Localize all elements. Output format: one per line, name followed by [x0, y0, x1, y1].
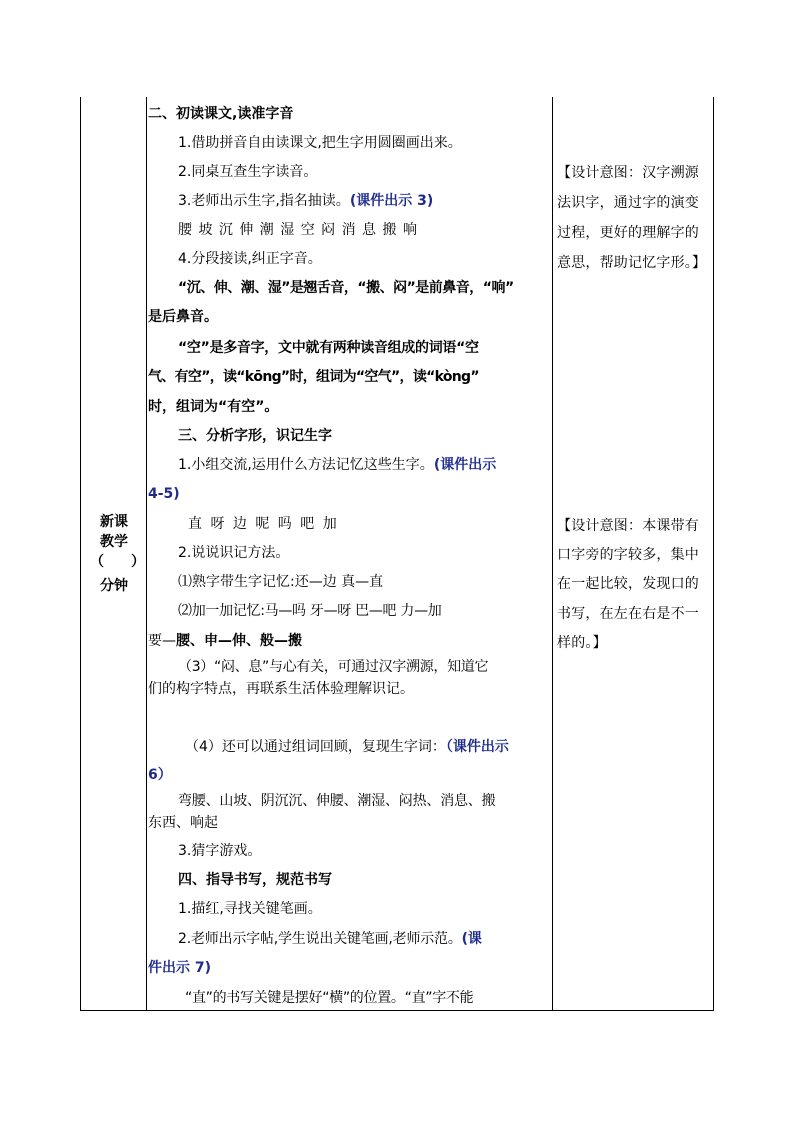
- courseware-ref: （课件出示: [445, 739, 509, 755]
- content-line: 弯腰、山坡、阴沉沉、伸腰、潮湿、闷热、消息、搬: [178, 793, 496, 809]
- courseware-ref: (课件出示: [433, 457, 497, 473]
- heading-section-4: 四、指导书写，规范书写: [178, 872, 332, 888]
- content-line: 东西、响起: [148, 815, 218, 831]
- table-border-left: [80, 97, 81, 1011]
- courseware-ref: 4-5): [148, 486, 180, 502]
- content-line: 4.分段接读,纠正字音。: [178, 251, 322, 267]
- courseware-ref: 6）: [148, 767, 172, 783]
- label-line-1: 新课: [100, 514, 128, 530]
- table-border-label: [146, 97, 147, 1011]
- content-line: （4）还可以通过组词回顾，复现生字词：（课件出示: [185, 739, 509, 755]
- heading-section-3: 三、分析字形，识记生字: [178, 428, 332, 444]
- content-line: “空”是多音字，文中就有两种读音组成的词语“空: [178, 340, 479, 356]
- content-line: 们的构字特点，再联系生活体验理解识记。: [148, 681, 414, 697]
- table-border-content: [552, 97, 553, 1011]
- character-list: 腰 坡 沉 伸 潮 湿 空 闷 消 息 搬 响: [178, 222, 418, 238]
- content-line: 气、有空”，读“kōng”时，组词为“空气”，读“kòng”: [148, 369, 479, 385]
- courseware-ref: 件出示 7): [148, 960, 212, 976]
- content-line: 是后鼻音。: [148, 309, 218, 325]
- content-line: 3.老师出示生字,指名抽读。(课件出示 3): [178, 193, 434, 209]
- label-paren-open: （: [90, 554, 104, 570]
- label-minutes: 分钟: [100, 578, 128, 594]
- content-line: 2.说说识记方法。: [178, 545, 290, 561]
- table-border-right: [713, 97, 714, 1011]
- content-line: （3）“闷、息”与心有关，可通过汉字溯源，知道它: [178, 659, 489, 675]
- content-line: 3.猜字游戏。: [178, 843, 262, 859]
- label-line-2: 教学: [100, 534, 128, 550]
- courseware-ref: (课件出示 3): [349, 193, 434, 209]
- section-label: [82, 512, 146, 552]
- content-line: ⑵加一加记忆:马—吗 牙—呀 巴—吧 力—加: [178, 603, 442, 619]
- label-paren-close: ）: [131, 554, 145, 570]
- content-line: “直”的书写关键是摆好“横”的位置。“直”字不能: [185, 990, 474, 1006]
- table-border-bottom: [80, 1010, 714, 1011]
- content-line: 1.描红,寻找关键笔画。: [178, 901, 322, 917]
- courseware-ref: (课: [461, 931, 482, 947]
- character-list: 直 呀 边 呢 吗 吧 加: [188, 516, 339, 532]
- content-line: 2.同桌互查生字读音。: [178, 164, 318, 180]
- content-line: 1.借助拼音自由读课文,把生字用圆圈画出来。: [178, 135, 462, 151]
- content-line: “沉、伸、潮、湿”是翘舌音，“搬、闷”是前鼻音，“响”: [178, 280, 514, 296]
- content-line: 要—腰、申—伸、般—搬: [148, 633, 302, 649]
- heading-section-2: 二、初读课文,读准字音: [148, 106, 294, 122]
- content-line: ⑴熟字带生字记忆:还—边 真—直: [178, 574, 384, 590]
- content-line: 时，组词为“有空”。: [148, 399, 279, 415]
- content-line: 2.老师出示字帖,学生说出关键笔画,老师示范。(课: [178, 931, 482, 947]
- document-page: 新课 教学 （ ） 分钟 二、初读课文,读准字音 1.借助拼音自由读课文,把生字用圆圈画出来。 2.同桌互查生字读音。 3.老师出示生字,指名抽读。(课件出示 3) 腰 坡 沉 伸 潮 湿 空 闷 消 息 搬 响 4.分段接读,纠正字音。 “沉、伸、潮、湿”是翘舌音，“搬、闷”是前鼻音，“响” 是后鼻音。 “空”是多音字，文中就有两种读音组成的词语“空 气、有空”，读“kōng”时，组词为“空气”，读“kòng” 时，组词为“有空”。 三、分析字形，识记生字 1.小组交流,运用什么方法记忆这些生字。(课件出示 4-5) 直 呀 边 呢 吗 吧 加 2.说说识记方法。 ⑴熟字带生字记忆:还—边 真—直 ⑵加一加记忆:马—吗 牙—呀 巴—吧 力—加 要—腰、申—伸、般—搬 （3）“闷、息”与心有关，可通过汉字溯源，知道它 们的构字特点，再联系生活体验理解识记。 （4）还可以通过组词回顾，复现生字词：（课件出示 6） 弯腰、山坡、阴沉沉、伸腰、潮湿、闷热、消息、搬 东西、响起 3.猜字游戏。 四、指导书写，规范书写 1.描红,寻找关键笔画。 2.老师出示字帖,学生说出关键笔画,老师示范。(课 件出示 7) “直”的书写关键是摆好“横”的位置。“直”字不能 【设计意图：汉字溯源 法识字，通过字的演变 过程，更好的理解字的 意思，帮助记忆字形。】 【设计意图：本课带有 口字旁的字较多，集中 在一起比较，发现口的 书写，在左在右是不一 样的。】: [0, 0, 794, 1123]
- content-line: 1.小组交流,运用什么方法记忆这些生字。(课件出示: [178, 457, 497, 473]
